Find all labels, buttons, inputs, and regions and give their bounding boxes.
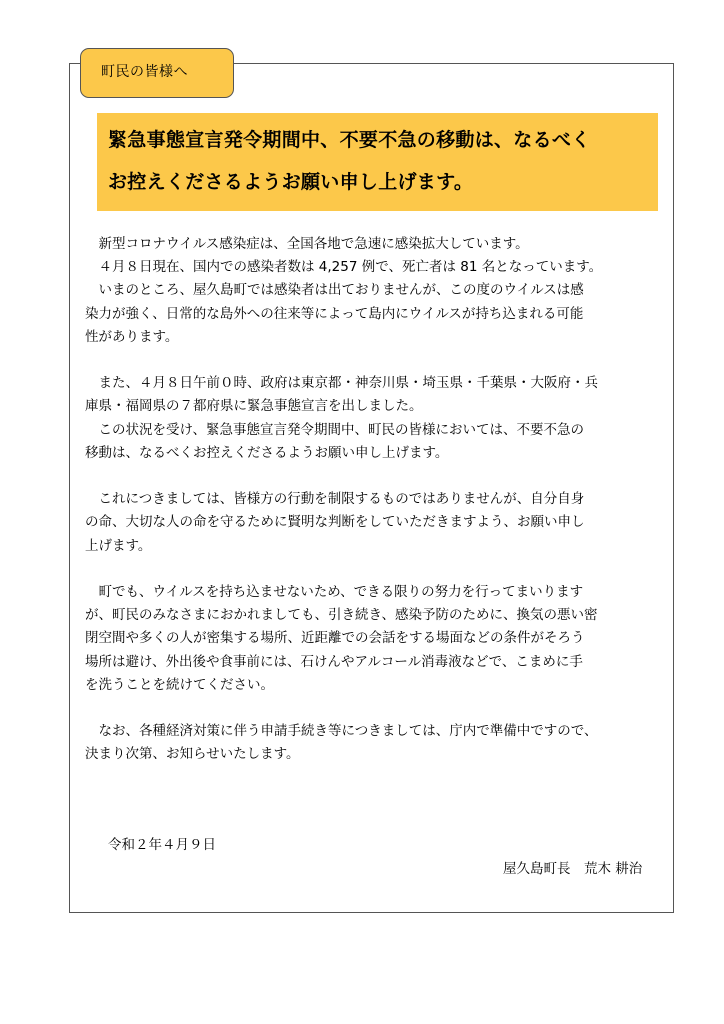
paragraph-gap bbox=[85, 465, 665, 488]
paragraph-gap bbox=[85, 697, 665, 720]
body-line: 場所は避け、外出後や食事前には、石けんやアルコール消毒液などで、こまめに手 bbox=[85, 653, 583, 670]
body-line: 移動は、なるべくお控えくださるようお願い申し上げます。 bbox=[85, 444, 449, 461]
body-line: 町でも、ウイルスを持ち込ませないため、できる限りの努力を行ってまいります bbox=[85, 584, 584, 600]
body-line: 決まり次第、お知らせいたします。 bbox=[85, 746, 300, 763]
body-line: 庫県・福岡県の７都府県に緊急事態宣言を出しました。 bbox=[85, 398, 423, 415]
notice-date: 令和２年４月９日 bbox=[108, 837, 216, 853]
body-line: なお、各種経済対策に伴う申請手続き等につきましては、庁内で準備中ですので、 bbox=[85, 723, 598, 740]
body-line: が、町民のみなさまにおかれましても、引き続き、感染予防のために、換気の悪い密 bbox=[85, 607, 598, 624]
body-line: これにつきましては、皆様方の行動を制限するものではありませんが、自分自身 bbox=[85, 491, 585, 508]
body-line: 染力が強く、日常的な島外への往来等によって島内にウイルスが持ち込まれる可能 bbox=[85, 305, 584, 322]
headline-box bbox=[97, 113, 658, 211]
body-line: ４月８日現在、国内での感染者数は 4,257 例で、死亡者は 81 名となっています。 bbox=[85, 259, 603, 276]
body-line: 閉空間や多くの人が密集する場所、近距離での会話をする場面などの条件がそろう bbox=[85, 630, 585, 647]
body-line: この状況を受け、緊急事態宣言発令期間中、町民の皆様においては、不要不急の bbox=[85, 421, 584, 438]
body-line: 新型コロナウイルス感染症は、全国各地で急速に感染拡大しています。 bbox=[85, 236, 529, 252]
body-line: 性があります。 bbox=[85, 328, 179, 345]
body-line: いまのところ、屋久島町では感染者は出ておりませんが、この度のウイルスは感 bbox=[85, 282, 584, 299]
body-line: また、４月８日午前０時、政府は東京都・神奈川県・埼玉県・千葉県・大阪府・兵 bbox=[85, 375, 598, 392]
notice-tab-label: 町民の皆様へ bbox=[80, 48, 234, 98]
headline-line: お控えくださるようお願い申し上げます。 bbox=[108, 171, 474, 193]
body-line: を洗うことを続けてください。 bbox=[85, 676, 274, 693]
notice-body bbox=[85, 233, 665, 767]
signature: 屋久島町長 荒木 耕治 bbox=[503, 861, 643, 877]
headline-line: 緊急事態宣言発令期間中、不要不急の移動は、なるべく bbox=[108, 129, 591, 151]
body-line: 上げます。 bbox=[85, 537, 152, 554]
body-line: の命、大切な人の命を守るために賢明な判断をしていただきますよう、お願い申し bbox=[85, 514, 585, 531]
paragraph-gap bbox=[85, 349, 665, 372]
paragraph-gap bbox=[85, 558, 665, 581]
